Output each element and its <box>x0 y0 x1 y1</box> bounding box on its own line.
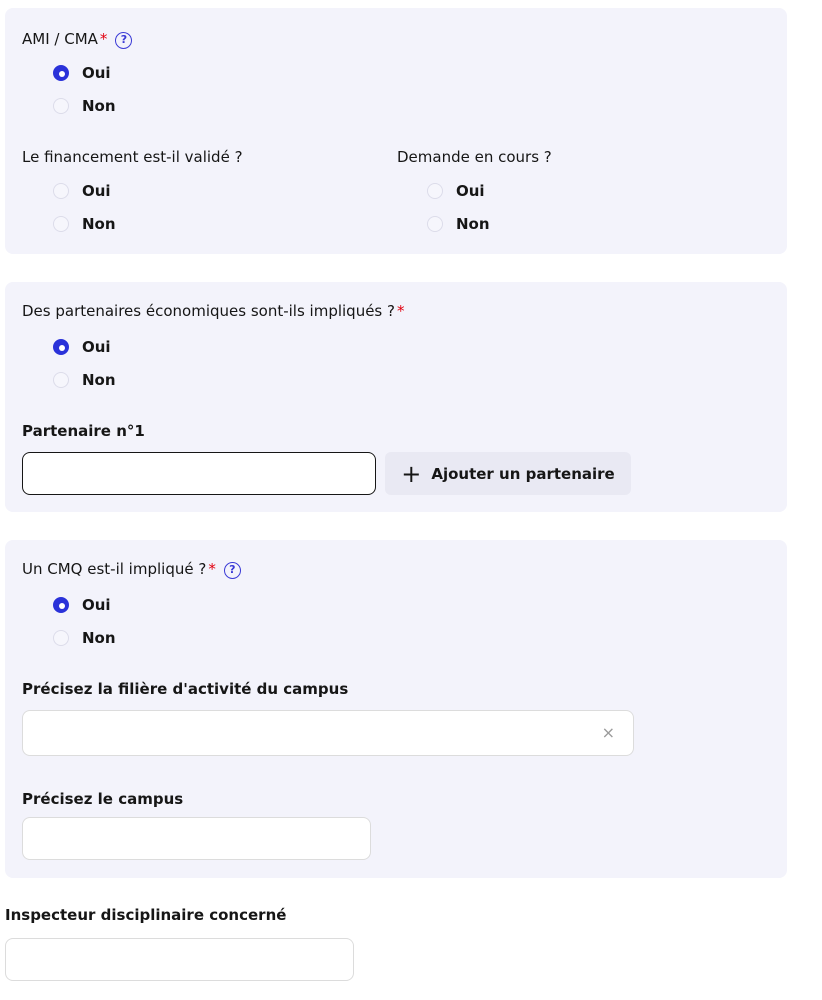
help-icon[interactable]: ? <box>224 562 241 579</box>
cmq-radio-non[interactable]: Non <box>53 629 116 647</box>
financement-radio-oui[interactable]: Oui <box>53 182 111 200</box>
radio-unchecked-icon[interactable] <box>427 183 443 199</box>
cmq-section <box>5 540 787 878</box>
inspecteur-label: Inspecteur disciplinaire concerné <box>5 906 287 924</box>
plus-icon: + <box>401 459 422 488</box>
campus-label: Précisez le campus <box>22 790 184 808</box>
radio-checked-icon[interactable] <box>53 65 69 81</box>
demande-radio-non[interactable]: Non <box>427 215 490 233</box>
radio-unchecked-icon[interactable] <box>53 216 69 232</box>
radio-unchecked-icon[interactable] <box>53 183 69 199</box>
cmq-radio-oui[interactable]: Oui <box>53 596 111 614</box>
partners-radio-oui[interactable]: Oui <box>53 338 111 356</box>
inspecteur-input[interactable] <box>5 938 354 981</box>
ami-cma-radio-non[interactable]: Non <box>53 97 116 115</box>
campus-input[interactable] <box>22 817 371 860</box>
partners-question: Des partenaires économiques sont-ils impliqués ? * <box>22 302 405 320</box>
required-asterisk: * <box>99 30 108 48</box>
radio-unchecked-icon[interactable] <box>53 372 69 388</box>
radio-unchecked-icon[interactable] <box>53 630 69 646</box>
ami-cma-section <box>5 8 787 254</box>
required-asterisk: * <box>208 560 216 578</box>
help-icon[interactable]: ? <box>115 32 132 49</box>
financement-question: Le financement est-il validé ? <box>22 148 243 166</box>
ami-cma-question: AMI / CMA * ? <box>22 30 132 49</box>
financement-radio-non[interactable]: Non <box>53 215 116 233</box>
partners-section <box>5 282 787 512</box>
partner-1-label: Partenaire n°1 <box>22 422 145 440</box>
radio-checked-icon[interactable] <box>53 597 69 613</box>
required-asterisk: * <box>396 302 405 320</box>
demande-question: Demande en cours ? <box>397 148 552 166</box>
ami-cma-radio-oui[interactable]: Oui <box>53 64 111 82</box>
partners-radio-non[interactable]: Non <box>53 371 116 389</box>
partner-1-input[interactable] <box>22 452 376 495</box>
clear-icon[interactable]: × <box>601 723 615 742</box>
cmq-question: Un CMQ est-il impliqué ? * ? <box>22 560 241 579</box>
radio-unchecked-icon[interactable] <box>53 98 69 114</box>
add-partner-button[interactable]: + Ajouter un partenaire <box>385 452 631 495</box>
filiere-label: Précisez la filière d'activité du campus <box>22 680 349 698</box>
radio-unchecked-icon[interactable] <box>427 216 443 232</box>
radio-checked-icon[interactable] <box>53 339 69 355</box>
demande-radio-oui[interactable]: Oui <box>427 182 485 200</box>
filiere-select[interactable] <box>22 710 634 756</box>
